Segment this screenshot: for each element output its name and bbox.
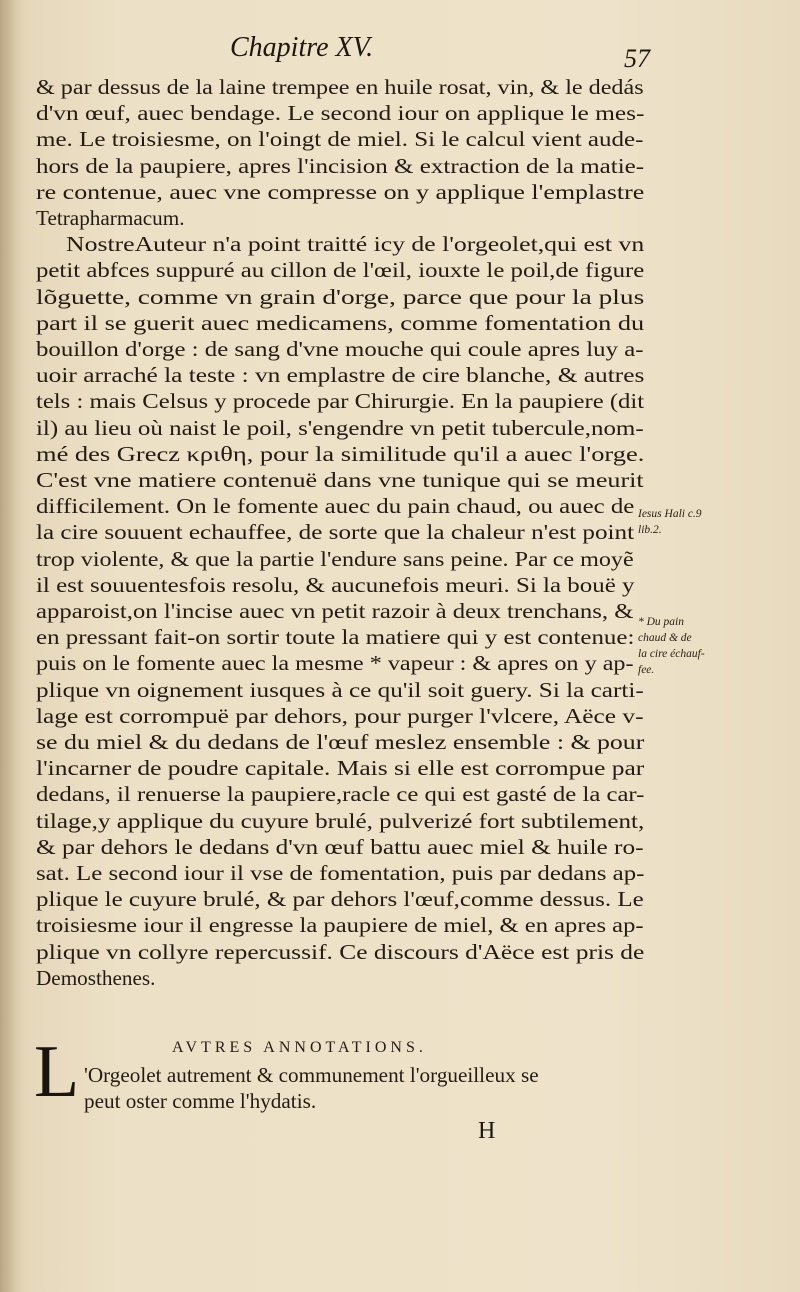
margin-note-line: la cire échauf- xyxy=(638,648,705,660)
drop-cap: L xyxy=(34,1031,80,1113)
body-line: bouillon d'orge : de sang d'vne mouche qui coule apres luy a- xyxy=(36,337,644,361)
body-line: puis on le fomente auec la mesme * vapeur : & apres on y ap- xyxy=(36,651,634,676)
body-line: trop violente, & que la partie l'endure sans peine. Par ce moyẽ xyxy=(36,546,634,571)
body-line: & par dehors le dedans d'vn œuf battu auec miel & huile ro- xyxy=(36,834,644,859)
section-heading: AVTRES ANNOTATIONS. xyxy=(172,1039,427,1056)
body-line: me. Le troisiesme, on l'oingt de miel. Si le calcul vient aude- xyxy=(36,127,644,152)
body-line: & par dessus de la laine trempee en huile rosat, vin, & le dedás xyxy=(36,75,644,99)
body-line: lõguette, comme vn grain d'orge, parce que pour la plus xyxy=(36,284,645,309)
margin-note-line: fee. xyxy=(638,664,655,676)
body-line: part il se guerit auec medicamens, comme fomentation du xyxy=(36,310,645,335)
body-line: plique vn collyre repercussif. Ce discours d'Aëce est pris de xyxy=(36,939,645,964)
body-line: d'vn œuf, auec bendage. Le second iour on applique le mes- xyxy=(36,101,645,126)
annotation-line: 'Orgeolet autrement & communement l'orgueilleux se xyxy=(84,1063,539,1087)
body-line: sat. Le second iour il vse de fomentation, puis par dedans ap- xyxy=(36,861,645,885)
body-line: difficilement. On le fomente auec du pain chaud, ou auec de xyxy=(36,494,635,519)
body-line: tels : mais Celsus y procede par Chirurgie. En la paupiere (dit xyxy=(36,389,645,414)
body-line: il) au lieu où naist le poil, s'engendre vn petit tubercule,nom- xyxy=(36,415,644,440)
body-line: tilage,y applique du cuyure brulé, pulverizé fort subtilement, xyxy=(36,808,645,833)
running-head: Chapitre XV. xyxy=(230,32,374,63)
body-line: plique vn oignement iusques à ce qu'il soit guery. Si la carti- xyxy=(36,677,644,702)
page-number: 57 xyxy=(624,44,650,73)
body-line: mé des Grecz κριθη, pour la similitude qu'il a auec l'orge. xyxy=(36,441,645,466)
body-line: Tetrapharmacum. xyxy=(36,206,185,230)
body-line: dedans, il renuerse la paupiere,racle ce qui est gasté de la car- xyxy=(36,782,645,807)
body-line: l'incarner de poudre capitale. Mais si elle est corrompue par xyxy=(36,756,645,781)
margin-note-iesus-hali xyxy=(638,506,788,538)
body-line: se du miel & du dedans de l'œuf meslez ensemble : & pour xyxy=(36,730,645,754)
body-line: troisiesme iour il engresse la paupiere de miel, & en apres ap- xyxy=(36,913,644,938)
body-line: C'est vne matiere contenuë dans vne tunique qui se meurit xyxy=(36,468,644,492)
margin-note-line: * Du pain xyxy=(638,616,684,628)
body-line: la cire souuent echauffee, de sorte que la chaleur n'est point xyxy=(36,520,635,545)
margin-note-du-pain xyxy=(638,614,788,678)
body-line: Demosthenes. xyxy=(36,965,156,990)
margin-note-line: lib.2. xyxy=(638,524,662,536)
body-line: en pressant fait-on sortir toute la matiere qui y est contenue: xyxy=(36,625,635,650)
signature-mark: H xyxy=(478,1118,496,1144)
page-binding-shadow xyxy=(0,0,22,1292)
body-line: plique le cuyure brulé, & par dehors l'œuf,comme dessus. Le xyxy=(36,887,644,912)
margin-note-line: Iesus Hali c.9 xyxy=(638,508,702,520)
body-line: hors de la paupiere, apres l'incision & extraction de la matie- xyxy=(36,153,645,178)
body-line: petit abfces suppuré au cillon de l'œil, iouxte le poil,de figure xyxy=(36,258,645,283)
body-line: apparoist,on l'incise auec vn petit razoir à deux trenchans, & xyxy=(36,599,634,623)
annotation-line: peut oster comme l'hydatis. xyxy=(84,1089,317,1113)
body-line: lage est corrompuë par dehors, pour purger l'vlcere, Aëce v- xyxy=(36,703,644,728)
body-line: il est souuentesfois resolu, & aucunefois meuri. Si la bouë y xyxy=(36,572,635,597)
body-line: uoir arraché la teste : vn emplastre de cire blanche, & autres xyxy=(36,363,645,388)
body-line: NostreAuteur n'a point traitté icy de l'orgeolet,qui est vn xyxy=(66,232,645,257)
body-line: re contenue, auec vne compresse on y applique l'emplastre xyxy=(36,179,645,204)
margin-note-line: chaud & de xyxy=(638,632,692,644)
